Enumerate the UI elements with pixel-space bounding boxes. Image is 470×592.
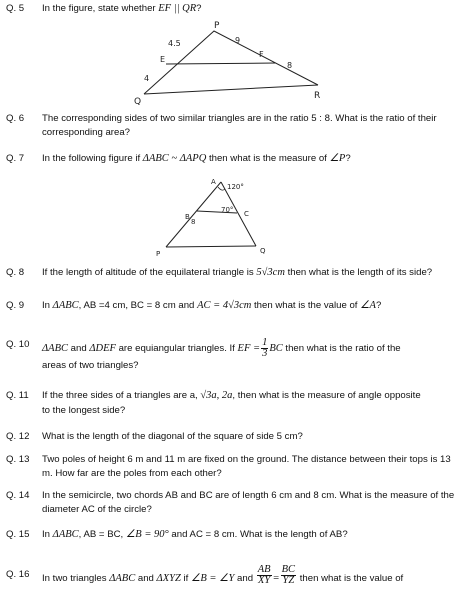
question-text: In the following figure if ΔABC ~ ΔAPQ then what is the measure of ∠P? [42, 153, 351, 164]
label-a: A [211, 178, 216, 186]
question-number: Q. 5 [6, 3, 25, 14]
question-number: Q. 14 [6, 490, 30, 501]
label-r: R [314, 91, 321, 101]
label-4-5: 4.5 [168, 39, 181, 48]
question-text: The corresponding sides of two similar triangles are in the ratio 5 : 8. What is the ratio of their corresponding area? [42, 113, 437, 138]
figure-triangle-apq [150, 172, 280, 260]
label-70: 70° [221, 206, 234, 214]
fraction-ab-xy: $\frac{AB}{XY}$ [257, 564, 271, 586]
question-number: Q. 12 [6, 431, 30, 442]
figure-triangle-pqr [130, 18, 330, 108]
question-text: ΔABC and ΔDEF are equiangular triangles. If EF = $\frac{1}{3}$ BC then what is the ratio of the [42, 337, 401, 359]
label-f: F [259, 50, 264, 59]
segment-a-q [221, 182, 256, 246]
question-text: In ΔABC, AB = BC, ∠B = 90° and AC = 8 cm. What is the length of AB? [42, 529, 348, 540]
label-c: C [244, 210, 249, 218]
question-number: Q. 13 [6, 454, 30, 465]
label-q: Q [134, 97, 142, 107]
label-e: E [160, 55, 166, 64]
segment-a-p [166, 182, 221, 247]
label-120: 120° [227, 183, 244, 191]
question-number: Q. 7 [6, 153, 25, 164]
label-8: 8 [191, 218, 196, 226]
label-q: Q [260, 247, 266, 255]
question-text: In the figure, state whether EF || QR? [42, 3, 202, 14]
fraction-bc-yz: $\frac{BC}{YZ}$ [281, 564, 296, 586]
fraction-one-third: $\frac{1}{3}$ [262, 337, 268, 359]
question-text: What is the length of the diagonal of the square of side 5 cm? [42, 431, 303, 442]
question-number: Q. 8 [6, 267, 25, 278]
question-text: In the semicircle, two chords AB and BC are of length 6 cm and 8 cm. What is the measure of the diameter AC of the circle? [42, 490, 455, 515]
label-8: 8 [287, 61, 293, 70]
segment-ef [166, 63, 276, 64]
label-p: P [214, 21, 220, 31]
question-number: Q. 6 [6, 113, 25, 124]
question-text: Two poles of height 6 m and 11 m are fixed on the ground. The distance between their tops is 13 m. How far are the poles from each other? [42, 454, 451, 479]
question-number: Q. 11 [6, 390, 29, 401]
segment-q-r [144, 85, 318, 94]
question-number: Q. 10 [6, 339, 30, 350]
segment-p-q [166, 246, 256, 247]
question-text: In ΔABC, AB =4 cm, BC = 8 cm and AC = 4√3cm then what is the value of ∠A? [42, 300, 382, 311]
label-p: P [156, 250, 161, 258]
label-b: B [185, 213, 190, 221]
question-number: Q. 15 [6, 529, 30, 540]
label-9: 9 [235, 36, 241, 45]
question-text: If the length of altitude of the equilateral triangle is 5√3cm then what is the length of its side? [42, 267, 433, 278]
question-number: Q. 9 [6, 300, 25, 311]
label-4: 4 [144, 74, 150, 83]
question-text: In two triangles ΔABC and ΔXYZ if ∠B = ∠Y and $\frac{AB}{XY}$ = $\frac{BC}{YZ}$ then what is the value of [42, 564, 404, 586]
question-number: Q. 16 [6, 569, 30, 580]
question-text: If the three sides of a triangles are a, √3a, 2a, then what is the measure of angle opposite [42, 390, 421, 401]
